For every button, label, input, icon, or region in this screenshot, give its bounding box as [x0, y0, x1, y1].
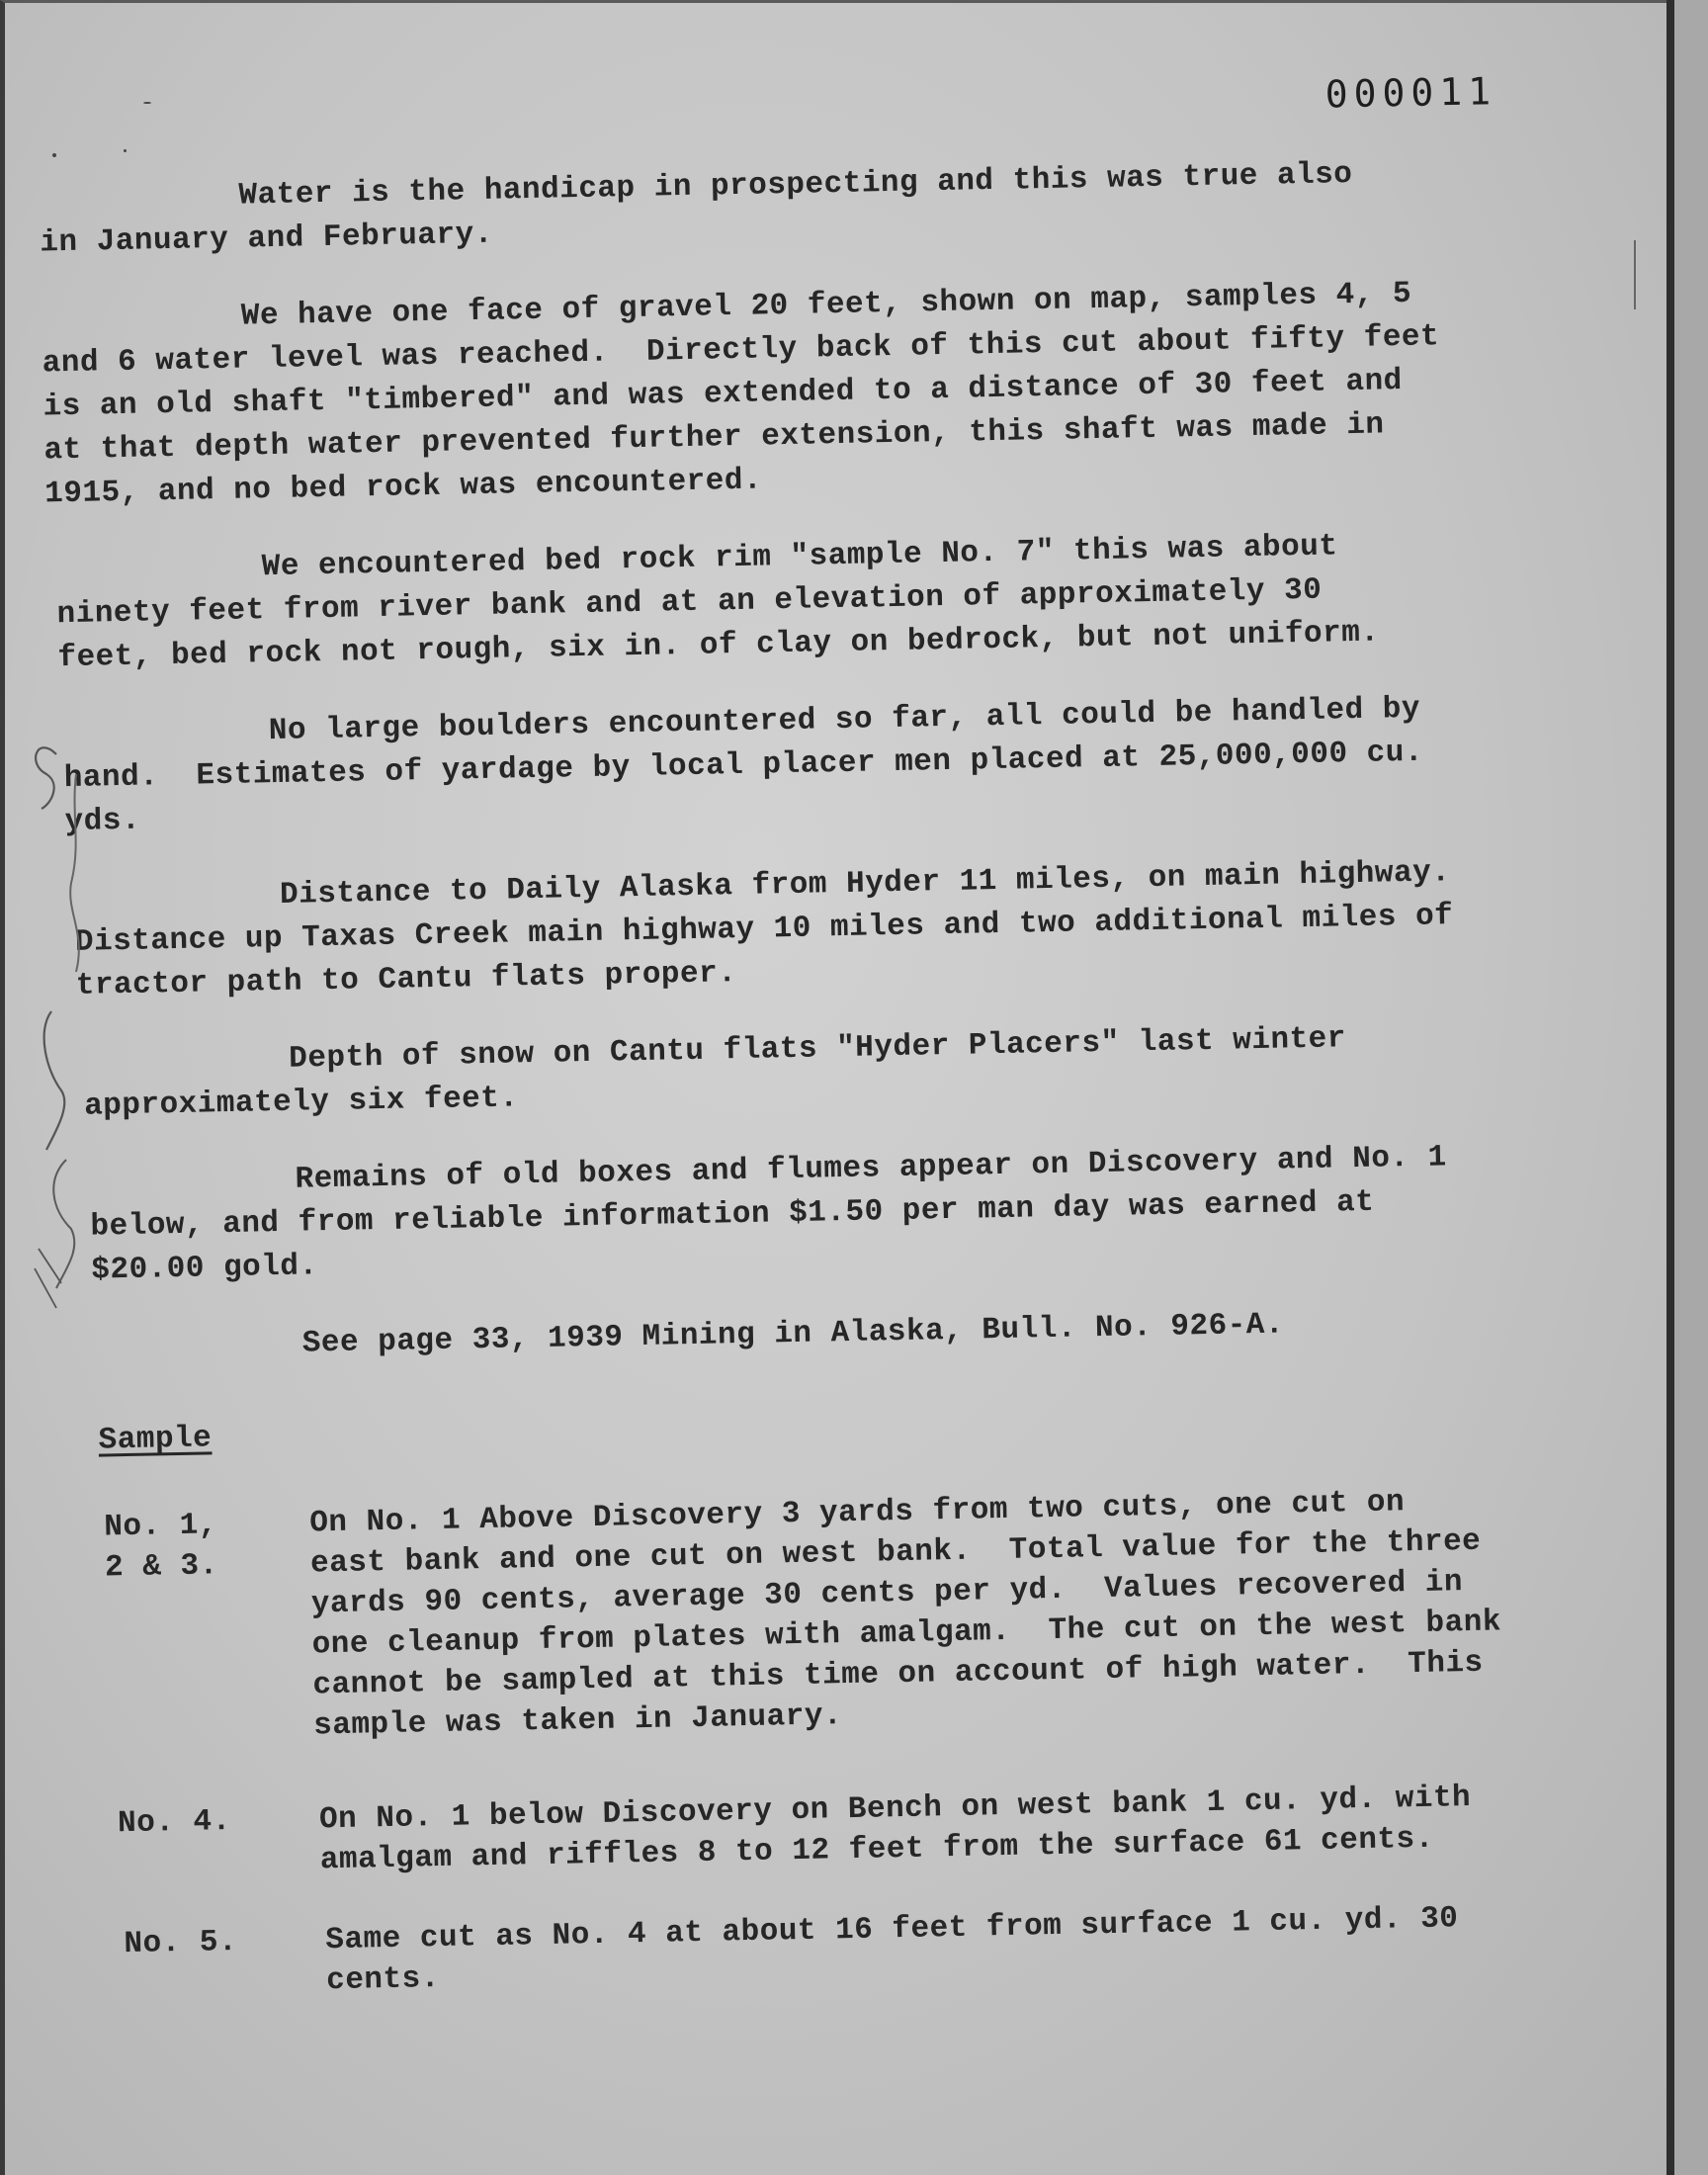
scan-speck: [52, 153, 56, 157]
page-number: 000011: [1324, 69, 1497, 117]
paragraph-2-line-1: We have one face of gravel 20 feet, shown on map, samples 4, 5: [240, 276, 1412, 334]
paragraph-2-line-2: and 6 water level was reached. Directly back of this cut about fifty feet: [42, 319, 1440, 382]
scan-speck: [143, 102, 151, 104]
page-edge-shadow: [1666, 0, 1674, 2175]
sample-5-label: No. 5.: [124, 1924, 238, 1962]
paragraph-6-line-2: approximately six feet.: [83, 1081, 519, 1124]
sample-5-description: Same cut as No. 4 at about 16 feet from surface 1 cu. yd. 30 cents.: [325, 1901, 1459, 1999]
margin-handwritten-signature: [17, 715, 106, 1328]
paragraph-2-line-3: is an old shaft "timbered" and was extended to a distance of 30 feet and: [43, 364, 1404, 425]
paragraph-5-line-2: Distance up Taxas Creek main highway 10 miles and two additional miles of: [74, 899, 1454, 960]
sample-4-label: No. 4.: [117, 1804, 232, 1842]
paragraph-1-line-1: Water is the handicap in prospecting and this was true also: [238, 156, 1353, 214]
scan-speck: [124, 149, 127, 152]
sample-heading: Sample: [98, 1421, 213, 1458]
scan-mark: [1634, 240, 1636, 309]
paragraph-4-line-2: hand. Estimates of yardage by local placer men placed at 25,000,000 cu.: [63, 735, 1424, 797]
scanner-background: [1674, 0, 1708, 2175]
paragraph-4-line-3: yds.: [64, 803, 141, 840]
paragraph-5-line-1: Distance to Daily Alaska from Hyder 11 miles, on main highway.: [279, 855, 1451, 913]
paragraph-1-line-2: in January and February.: [40, 217, 494, 261]
paragraph-3-line-1: We encountered bed rock rim "sample No. 7" this was about: [261, 529, 1338, 585]
paragraph-3-line-3: feet, bed rock not rough, six in. of clay on bedrock, but not uniform.: [57, 615, 1380, 676]
paragraph-7-line-3: $20.00 gold.: [91, 1249, 318, 1288]
sample-1-label: No. 1, 2 & 3.: [104, 1508, 219, 1586]
paragraph-7-line-2: below, and from reliable information $1.50 per man day was earned at: [90, 1184, 1375, 1245]
sample-4-description: On No. 1 below Discovery on Bench on west bank 1 cu. yd. with amalgam and riffles 8 to 12 feet from the surface 61 cents.: [318, 1780, 1472, 1878]
paragraph-3-line-2: ninety feet from river bank and at an elevation of approximately 30: [56, 572, 1323, 633]
paragraph-4-line-1: No large boulders encountered so far, all could be handled by: [268, 691, 1421, 749]
paragraph-8-line-1: See page 33, 1939 Mining in Alaska, Bull. No. 926-A.: [301, 1307, 1285, 1361]
paragraph-5-line-3: tractor path to Cantu flats proper.: [75, 956, 737, 1003]
paragraph-2-line-5: 1915, and no bed rock was encountered.: [43, 463, 763, 512]
paragraph-2-line-4: at that depth water prevented further extension, this shaft was made in: [43, 407, 1385, 469]
paragraph-7-line-1: Remains of old boxes and flumes appear on Discovery and No. 1: [295, 1140, 1448, 1197]
paragraph-6-line-1: Depth of snow on Cantu flats "Hyder Placers" last winter: [288, 1021, 1347, 1077]
sample-1-description: On No. 1 Above Discovery 3 yards from two cuts, one cut on east bank and one cut on west bank. Total value for the three yards 90 cents, average 30 cents per yd. Values recovered in one cleanup from plates with amalgam. The cut on the west bank cannot be sampled at this time on account of high water. This sample was taken in January.: [308, 1485, 1502, 1743]
